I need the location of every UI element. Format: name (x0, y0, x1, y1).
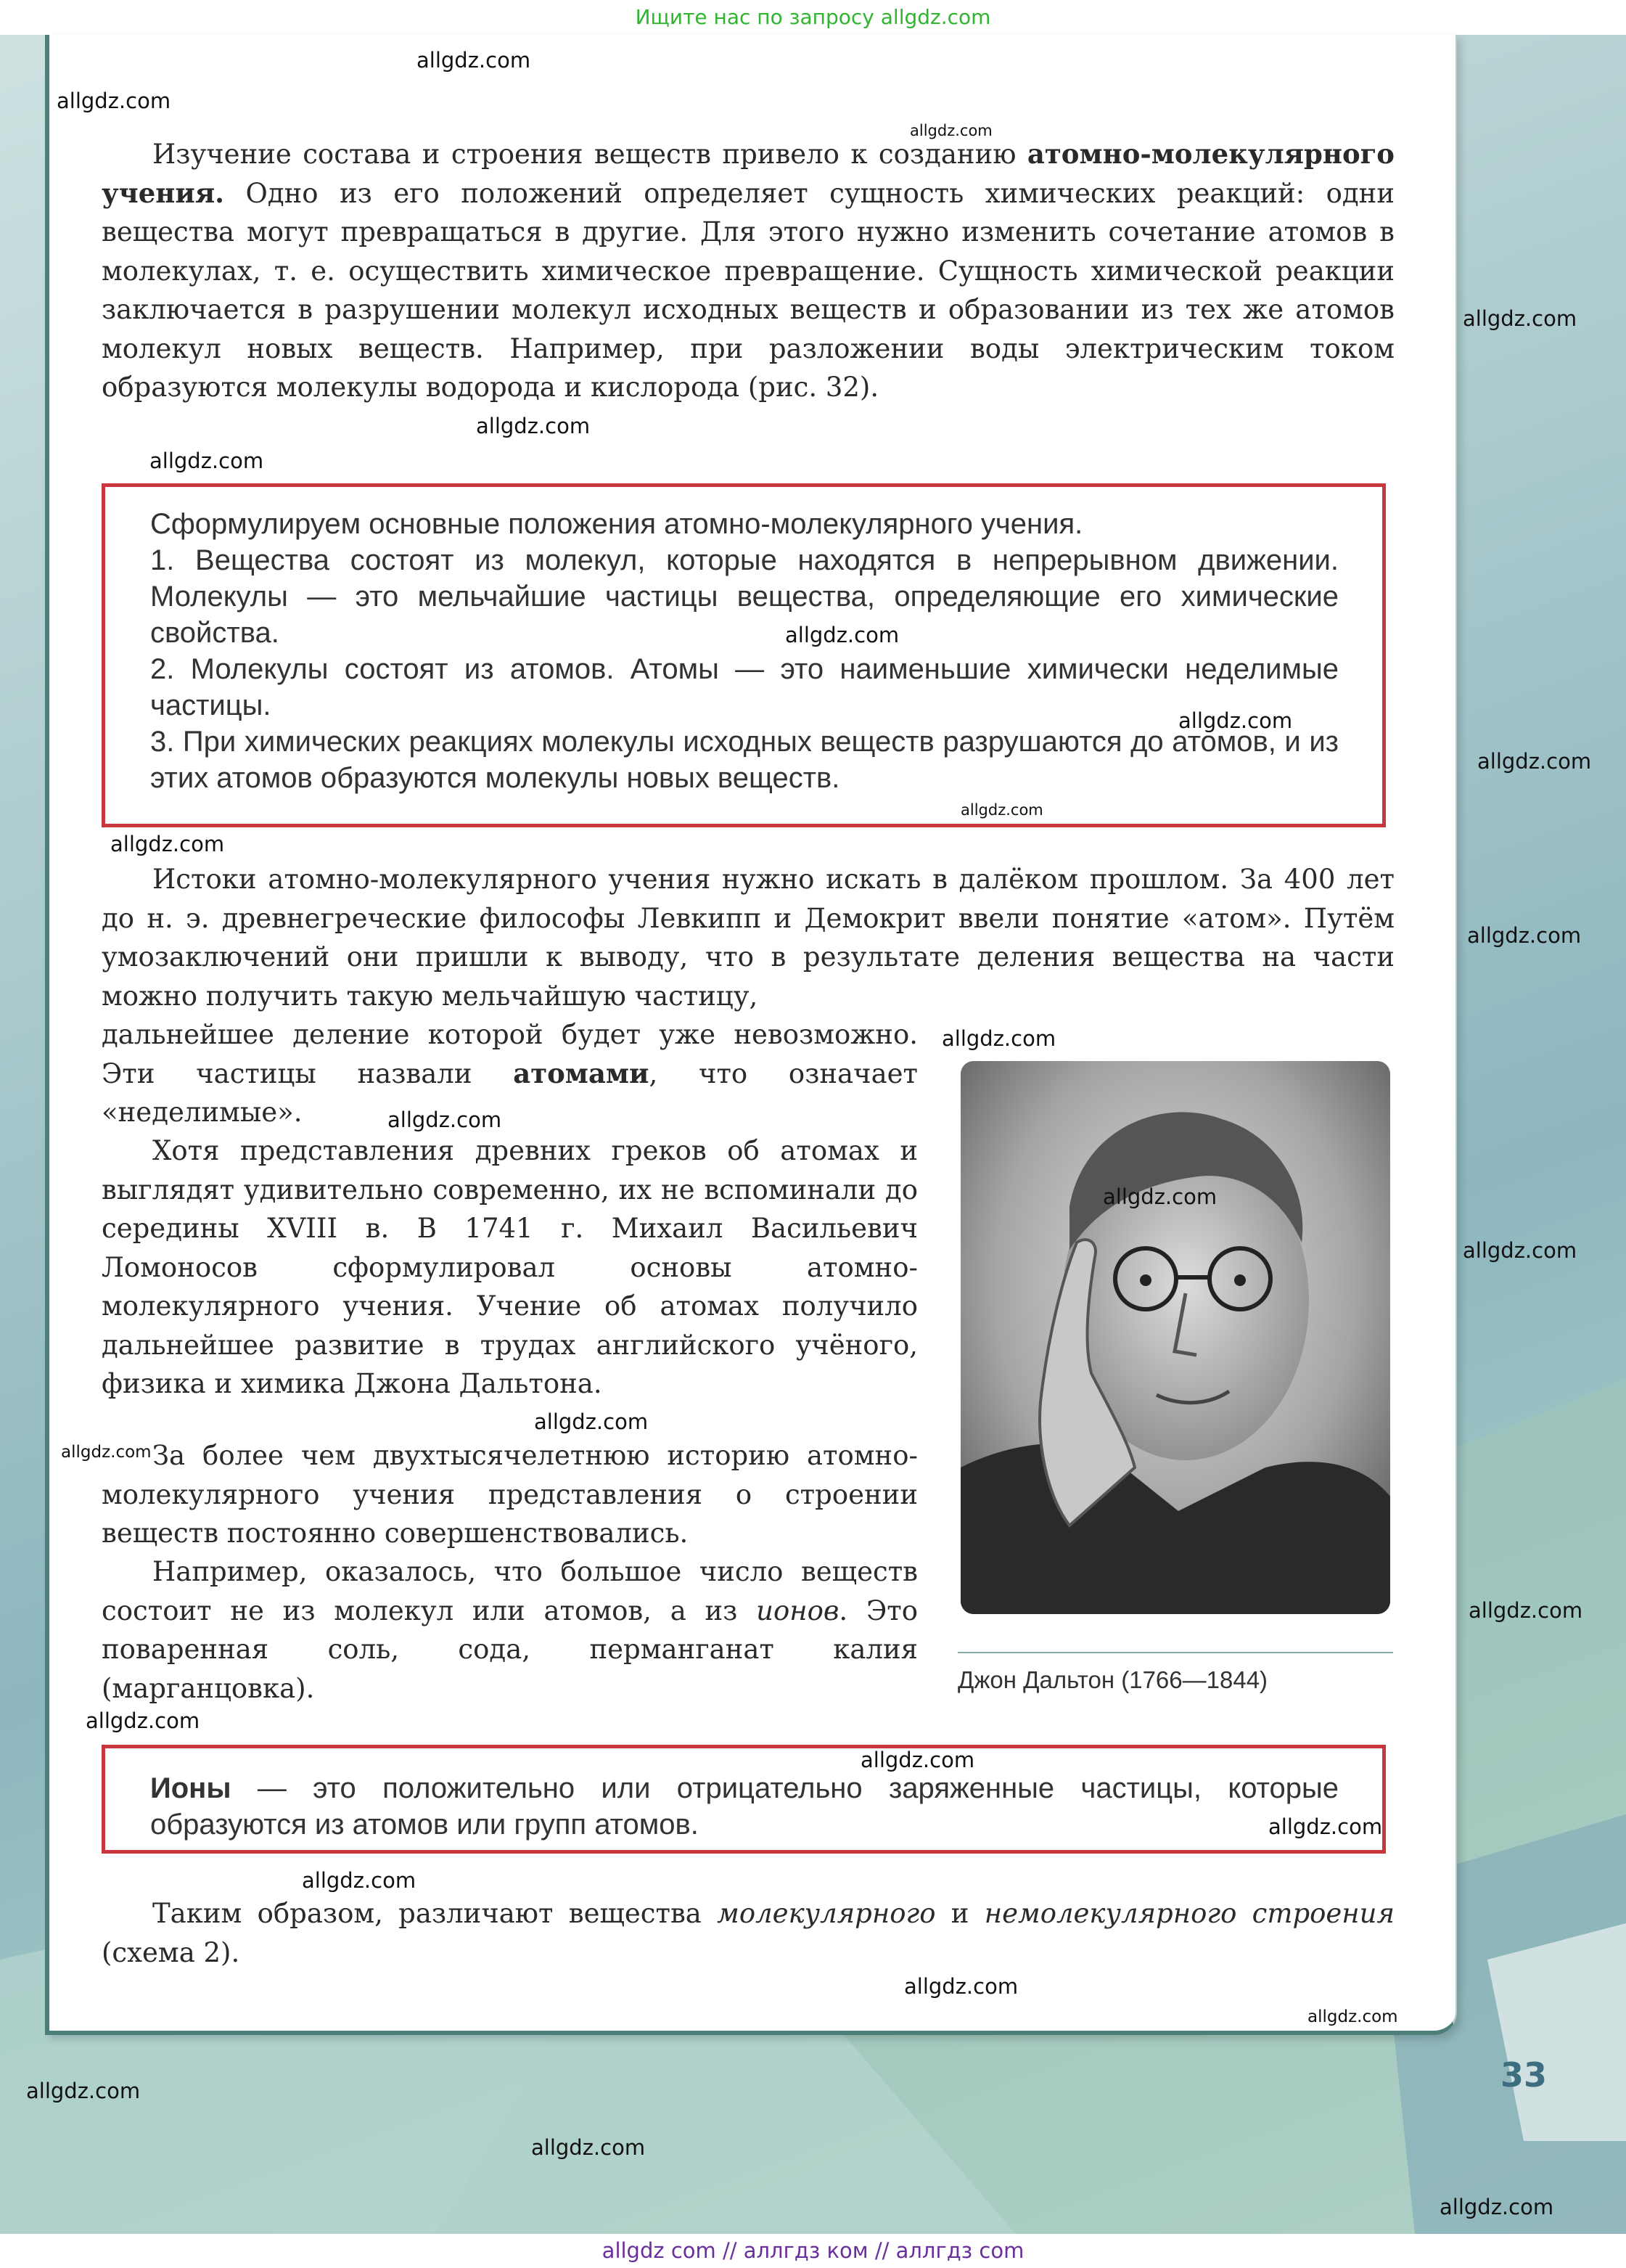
dalton-portrait (961, 1061, 1390, 1614)
watermark: allgdz.com (61, 1443, 152, 1462)
watermark: allgdz.com (1463, 306, 1577, 331)
ions-definition-box (102, 1745, 1386, 1854)
watermark: allgdz.com (942, 1026, 1056, 1051)
paragraph-lomonosov: Хотя представления древних греков об атомах и выглядят удивительно современно, их не вспоминали до середины XVIII в. В 1741 г. Михаил Васильевич Ломоносов сформулировал основы атомно-молекулярного учения. Учение об атомах получило дальнейшее развитие в трудах английского учёного, физика и химика Джона Дальтона. (102, 1135, 918, 1399)
portrait-drawing (961, 1061, 1390, 1614)
watermark: allgdz.com (26, 2079, 141, 2103)
page-number: 33 (1500, 2055, 1548, 2095)
watermark: allgdz.com (57, 89, 171, 113)
watermark: allgdz.com (387, 1108, 502, 1132)
watermark: allgdz.com (86, 1708, 200, 1733)
caption-divider (958, 1652, 1393, 1653)
top-banner[interactable]: Ищите нас по запросу allgdz.com (0, 0, 1626, 35)
watermark: allgdz.com (904, 1974, 1019, 1999)
watermark: allgdz.com (861, 1748, 975, 1772)
paragraph-history: За более чем двухтысячелетнюю историю атомно-молекулярного учения представления о строении веществ постоянно совершенствовались. (102, 1440, 918, 1549)
box-item-2: 2. Молекулы состоят из атомов. Атомы — это наименьшие химически неделимые частицы. (150, 653, 1339, 721)
watermark: allgdz.com (149, 449, 264, 473)
watermark: allgdz.com (1268, 1814, 1383, 1839)
paragraph-origins: Истоки атомно-молекулярного учения нужно искать в далёком прошлом. За 400 лет до н. э. древнегреческие философы Левкипп и Демокрит ввели понятие «атом». Путём умозаключений они пришли к выводу, что в результате деления вещества на части можно получить такую мельчайшую частицу, (102, 864, 1395, 1012)
watermark: allgdz.com (1469, 1598, 1583, 1623)
watermark: allgdz.com (1477, 749, 1592, 774)
watermark: allgdz.com (1178, 708, 1293, 733)
box-item-3: 3. При химических реакциях молекулы исходных веществ разрушаются до атомов, и из этих атомов образуются молекулы новых веществ. (150, 726, 1339, 794)
watermark: allgdz.com (531, 2135, 646, 2160)
watermark: allgdz.com (1467, 923, 1582, 948)
watermark: allgdz.com (1103, 1184, 1218, 1209)
watermark: allgdz.com (302, 1868, 416, 1893)
box-item-1: 1. Вещества состоят из молекул, которые находятся в непрерывном движении. Молекулы — это мельчайшие частицы вещества, определяющие его химические свойства. (150, 544, 1339, 649)
ions-definition: Ионы — это положительно или отрицательно заряженные частицы, которые образуются из атомов или групп атомов. (150, 1772, 1339, 1841)
watermark: allgdz.com (910, 122, 993, 139)
bottom-banner[interactable]: allgdz com // аллгдз ком // аллгдз com (0, 2234, 1626, 2268)
watermark: allgdz.com (110, 832, 225, 856)
watermark: allgdz.com (1307, 2007, 1398, 2026)
watermark: allgdz.com (416, 48, 531, 73)
paragraph-atomic-molecular-intro: Изучение состава и строения веществ привело к созданию атомно-молекулярного учения. Одно из его положений определяет сущность химических реакций: одни вещества могут превращаться в другие. Для этого нужно изменить сочетание атомов в молекулах, т. е. осуществить химическое превращение. Сущность химической реакции заключается в разрушении молекул исходных веществ и образовании из тех же атомов молекул новых веществ. Например, при разложении воды электрическим током образуются молекулы водорода и кислорода (рис. 32). (102, 138, 1395, 403)
paragraph-origins-cont: дальнейшее деление которой будет уже невозможно. Эти частицы назвали атомами, что означает «неделимые». (102, 1019, 918, 1128)
watermark: allgdz.com (961, 801, 1043, 819)
portrait-caption: Джон Дальтон (1766—1844) (958, 1666, 1268, 1693)
watermark: allgdz.com (476, 414, 591, 438)
watermark: allgdz.com (785, 623, 900, 647)
box-intro: Сформулируем основные положения атомно-молекулярного учения. (150, 508, 1083, 540)
watermark: allgdz.com (1463, 1238, 1577, 1263)
watermark: allgdz.com (1440, 2195, 1554, 2219)
paragraph-conclusion: Таким образом, различают вещества молекулярного и немолекулярного строения (схема 2). (102, 1898, 1395, 1968)
key-points-box (102, 483, 1386, 827)
paragraph-ions-example: Например, оказалось, что большое число веществ состоит не из молекул или атомов, а из ионов. Это поваренная соль, сода, перманганат калия (марганцовка). (102, 1556, 918, 1704)
watermark: allgdz.com (534, 1409, 649, 1434)
